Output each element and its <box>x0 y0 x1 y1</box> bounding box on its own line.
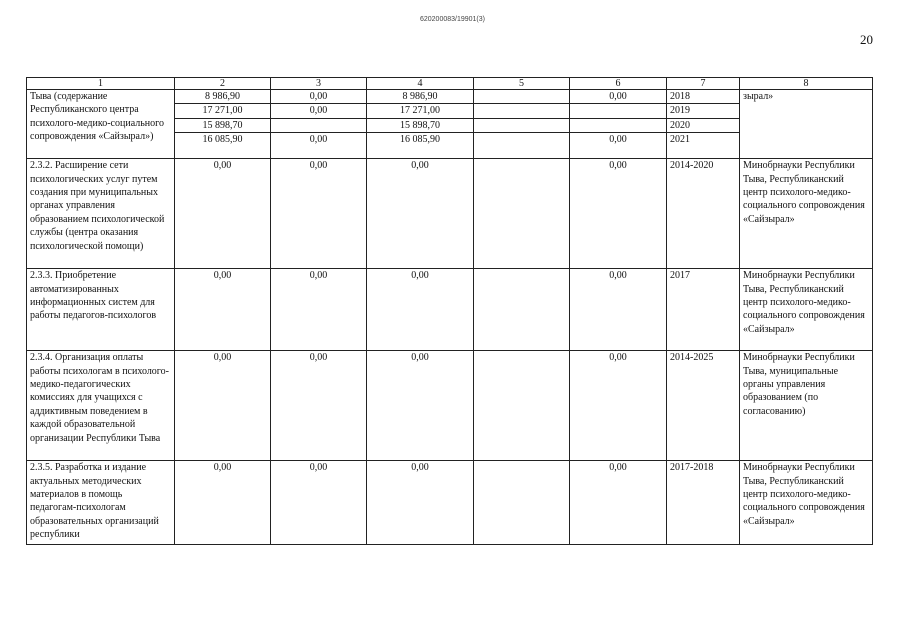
amount-cell: 0,00 <box>367 269 474 351</box>
table-row <box>27 90 873 104</box>
column-number: 7 <box>667 78 740 90</box>
amount-cell <box>570 104 667 118</box>
column-number: 1 <box>27 78 175 90</box>
column-number: 6 <box>570 78 667 90</box>
column-number-row <box>27 78 873 90</box>
table-row <box>27 351 873 461</box>
amount-cell: 17 271,00 <box>175 104 271 118</box>
amount-cell: 17 271,00 <box>367 104 474 118</box>
year-cell: 2014-2025 <box>667 351 740 461</box>
amount-cell: 0,00 <box>271 159 367 269</box>
activity-name: 2.3.5. Разработка и издание актуальных методических материалов в помощь педагогам-психологам образовательных организаций республики <box>27 461 175 545</box>
amount-cell: 0,00 <box>367 461 474 545</box>
amount-cell: 0,00 <box>271 461 367 545</box>
amount-cell: 0,00 <box>570 461 667 545</box>
amount-cell: 0,00 <box>570 269 667 351</box>
amount-cell: 15 898,70 <box>367 118 474 132</box>
column-number: 4 <box>367 78 474 90</box>
amount-cell: 0,00 <box>570 133 667 159</box>
amount-cell <box>474 118 570 132</box>
executor-cell: Минобрнауки Республики Тыва, Республиканский центр психолого-медико-социального сопровождения «Сайзырал» <box>740 461 873 545</box>
amount-cell <box>474 461 570 545</box>
amount-cell: 8 986,90 <box>367 90 474 104</box>
amount-cell <box>474 159 570 269</box>
amount-cell <box>570 118 667 132</box>
amount-cell <box>474 351 570 461</box>
amount-cell: 16 085,90 <box>367 133 474 159</box>
amount-cell: 0,00 <box>367 351 474 461</box>
executor-cell: Минобрнауки Республики Тыва, Республиканский центр психолого-медико-социального сопровождения «Сайзырал» <box>740 269 873 351</box>
column-number: 8 <box>740 78 873 90</box>
amount-cell: 15 898,70 <box>175 118 271 132</box>
executor-cell: зырал» <box>740 90 873 159</box>
year-cell: 2020 <box>667 118 740 132</box>
amount-cell: 0,00 <box>175 159 271 269</box>
page-number: 20 <box>860 32 873 47</box>
year-cell: 2017-2018 <box>667 461 740 545</box>
year-cell: 2014-2020 <box>667 159 740 269</box>
activity-name: Тыва (содержание Республиканского центра психолого-медико-социального сопровождения «Сайзырал») <box>27 90 175 159</box>
amount-cell <box>271 118 367 132</box>
amount-cell <box>474 90 570 104</box>
amount-cell: 0,00 <box>271 90 367 104</box>
amount-cell: 8 986,90 <box>175 90 271 104</box>
program-table <box>26 77 873 545</box>
amount-cell: 0,00 <box>175 461 271 545</box>
table-row <box>27 159 873 269</box>
column-number: 3 <box>271 78 367 90</box>
amount-cell: 0,00 <box>175 351 271 461</box>
year-cell: 2019 <box>667 104 740 118</box>
column-number: 5 <box>474 78 570 90</box>
executor-cell: Минобрнауки Республики Тыва, Республиканский центр психолого-медико-социального сопровождения «Сайзырал» <box>740 159 873 269</box>
year-cell: 2017 <box>667 269 740 351</box>
amount-cell: 0,00 <box>175 269 271 351</box>
activity-name: 2.3.3. Приобретение автоматизированных информационных систем для работы педагогов-психологов <box>27 269 175 351</box>
amount-cell: 0,00 <box>271 269 367 351</box>
amount-cell: 0,00 <box>271 351 367 461</box>
amount-cell: 0,00 <box>271 133 367 159</box>
activity-name: 2.3.4. Организация оплаты работы психологам в психолого-медико-педагогических комиссиях для учащихся с аддиктивным поведением в каждой образовательной организации Республики Тыва <box>27 351 175 461</box>
amount-cell: 0,00 <box>367 159 474 269</box>
amount-cell: 0,00 <box>570 159 667 269</box>
amount-cell: 0,00 <box>271 104 367 118</box>
year-cell: 2018 <box>667 90 740 104</box>
amount-cell: 0,00 <box>570 90 667 104</box>
amount-cell: 16 085,90 <box>175 133 271 159</box>
amount-cell <box>474 133 570 159</box>
table-row <box>27 269 873 351</box>
amount-cell: 0,00 <box>570 351 667 461</box>
activity-name: 2.3.2. Расширение сети психологических услуг путем создания при муниципальных органах управления образованием психологической службы (центра оказания психологической помощи) <box>27 159 175 269</box>
amount-cell <box>474 104 570 118</box>
document-id: 620200083/19901(3) <box>419 16 485 23</box>
column-number: 2 <box>175 78 271 90</box>
year-cell: 2021 <box>667 133 740 159</box>
table-row <box>27 461 873 545</box>
amount-cell <box>474 269 570 351</box>
executor-cell: Минобрнауки Республики Тыва, муниципальные органы управления образованием (по согласованию) <box>740 351 873 461</box>
